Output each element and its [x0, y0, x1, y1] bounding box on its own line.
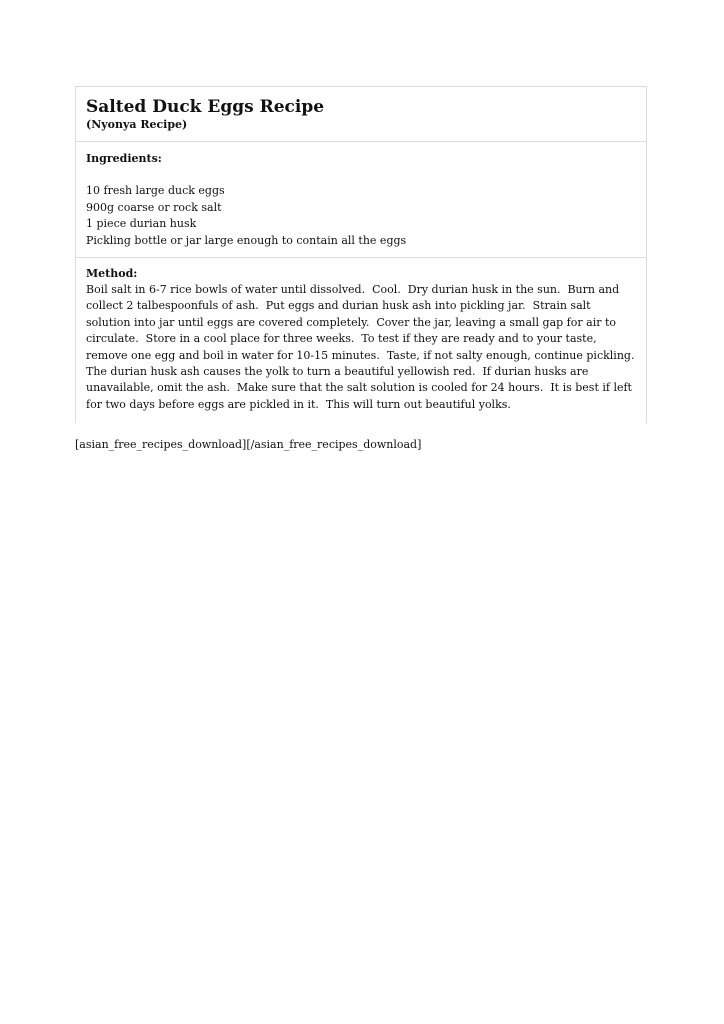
ingredient-list	[86, 183, 636, 249]
ingredient-item: 10 fresh large duck eggs	[86, 184, 225, 197]
method-heading: Method:	[86, 267, 138, 280]
method-section	[76, 258, 646, 423]
download-shortcode: [asian_free_recipes_download][/asian_free_recipes_download]	[75, 438, 422, 451]
ingredient-item: 1 piece durian husk	[86, 217, 197, 230]
ingredient-item: Pickling bottle or jar large enough to contain all the eggs	[86, 233, 407, 247]
recipe-subtitle: (Nyonya Recipe)	[86, 118, 188, 131]
recipe-title: Salted Duck Eggs Recipe	[86, 97, 325, 117]
ingredients-heading: Ingredients:	[86, 152, 162, 165]
method-text: Boil salt in 6-7 rice bowls of water until dissolved. Cool. Dry durian husk in the sun. Burn and collect 2 talbespoonfuls of ash. Put eggs and durian husk ash into pickling jar. Strain salt solution into jar until eggs are covered completely. Cover the jar, leaving a small gap for air to circulate. Store in a cool place for three weeks. To test if they are ready and to your taste, remove one egg and boil in water for 10-15 minutes. Taste, if not salty enough, continue pickling. The durian husk ash causes the yolk to turn a beautiful yellowish red. If durian husks are unavailable, omit the ash. Make sure that the salt solution is cooled for 24 hours. It is best if left for two days before eggs are pickled in it. This will turn out beautiful yolks.	[86, 283, 642, 411]
ingredient-item: 900g coarse or rock salt	[86, 200, 222, 214]
recipe-card	[75, 86, 647, 423]
recipe-header	[76, 87, 646, 142]
ingredients-section	[76, 142, 646, 258]
